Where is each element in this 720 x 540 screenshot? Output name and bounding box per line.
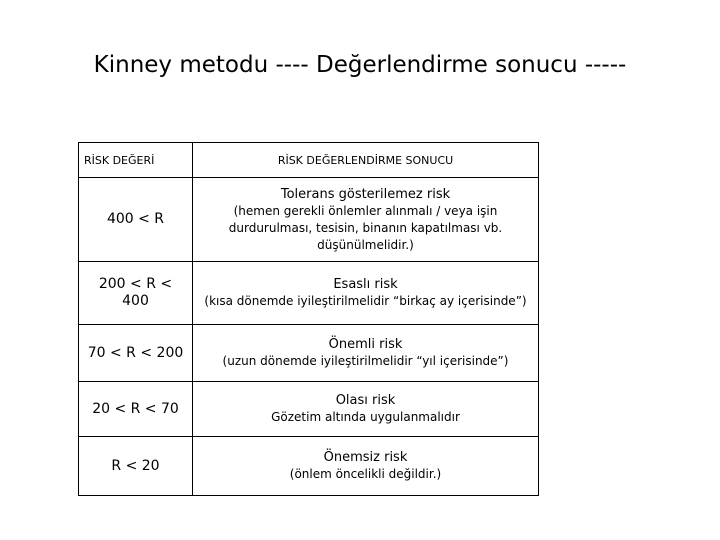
risk-result-title: Olası risk <box>335 393 396 408</box>
risk-result-title: Önemli risk <box>328 337 403 352</box>
risk-result-cell <box>193 178 539 262</box>
table-row <box>79 437 539 496</box>
risk-result-description: (önlem öncelikli değildir.) <box>289 467 442 481</box>
risk-result-cell <box>193 437 539 496</box>
risk-result-title: Esaslı risk <box>333 277 398 292</box>
header-risk-result: RİSK DEĞERLENDİRME SONUCU <box>193 143 539 178</box>
risk-result-description: (hemen gerekli önlemler alınmalı / veya işin durdurulması, tesisin, binanın kapatılması vb. düşünülmelidir.) <box>228 203 503 252</box>
header-risk-value: RİSK DEĞERİ <box>79 143 193 178</box>
table-row <box>79 262 539 325</box>
risk-result-description: Gözetim altında uygulanmalıdır <box>271 410 460 424</box>
risk-range: 70 < R < 200 <box>79 325 193 382</box>
risk-range: R < 20 <box>79 437 193 496</box>
table-header-row <box>79 143 539 178</box>
risk-result-cell <box>193 325 539 382</box>
risk-result-title: Önemsiz risk <box>323 450 408 465</box>
risk-table <box>78 142 539 496</box>
risk-range: 20 < R < 70 <box>79 382 193 437</box>
risk-result-cell <box>193 382 539 437</box>
risk-range: 200 < R < 400 <box>79 262 193 325</box>
risk-result-cell <box>193 262 539 325</box>
table-row <box>79 178 539 262</box>
table-row <box>79 325 539 382</box>
risk-result-title: Tolerans gösterilemez risk <box>280 186 451 202</box>
table-row <box>79 382 539 437</box>
risk-result-description: (kısa dönemde iyileştirilmelidir “birkaç ay içerisinde”) <box>204 294 527 308</box>
slide-title: Kinney metodu ---- Değerlendirme sonucu ----- <box>93 52 627 78</box>
risk-result-description: (uzun dönemde iyileştirilmelidir “yıl içerisinde”) <box>222 354 509 368</box>
risk-range: 400 < R <box>79 178 193 262</box>
